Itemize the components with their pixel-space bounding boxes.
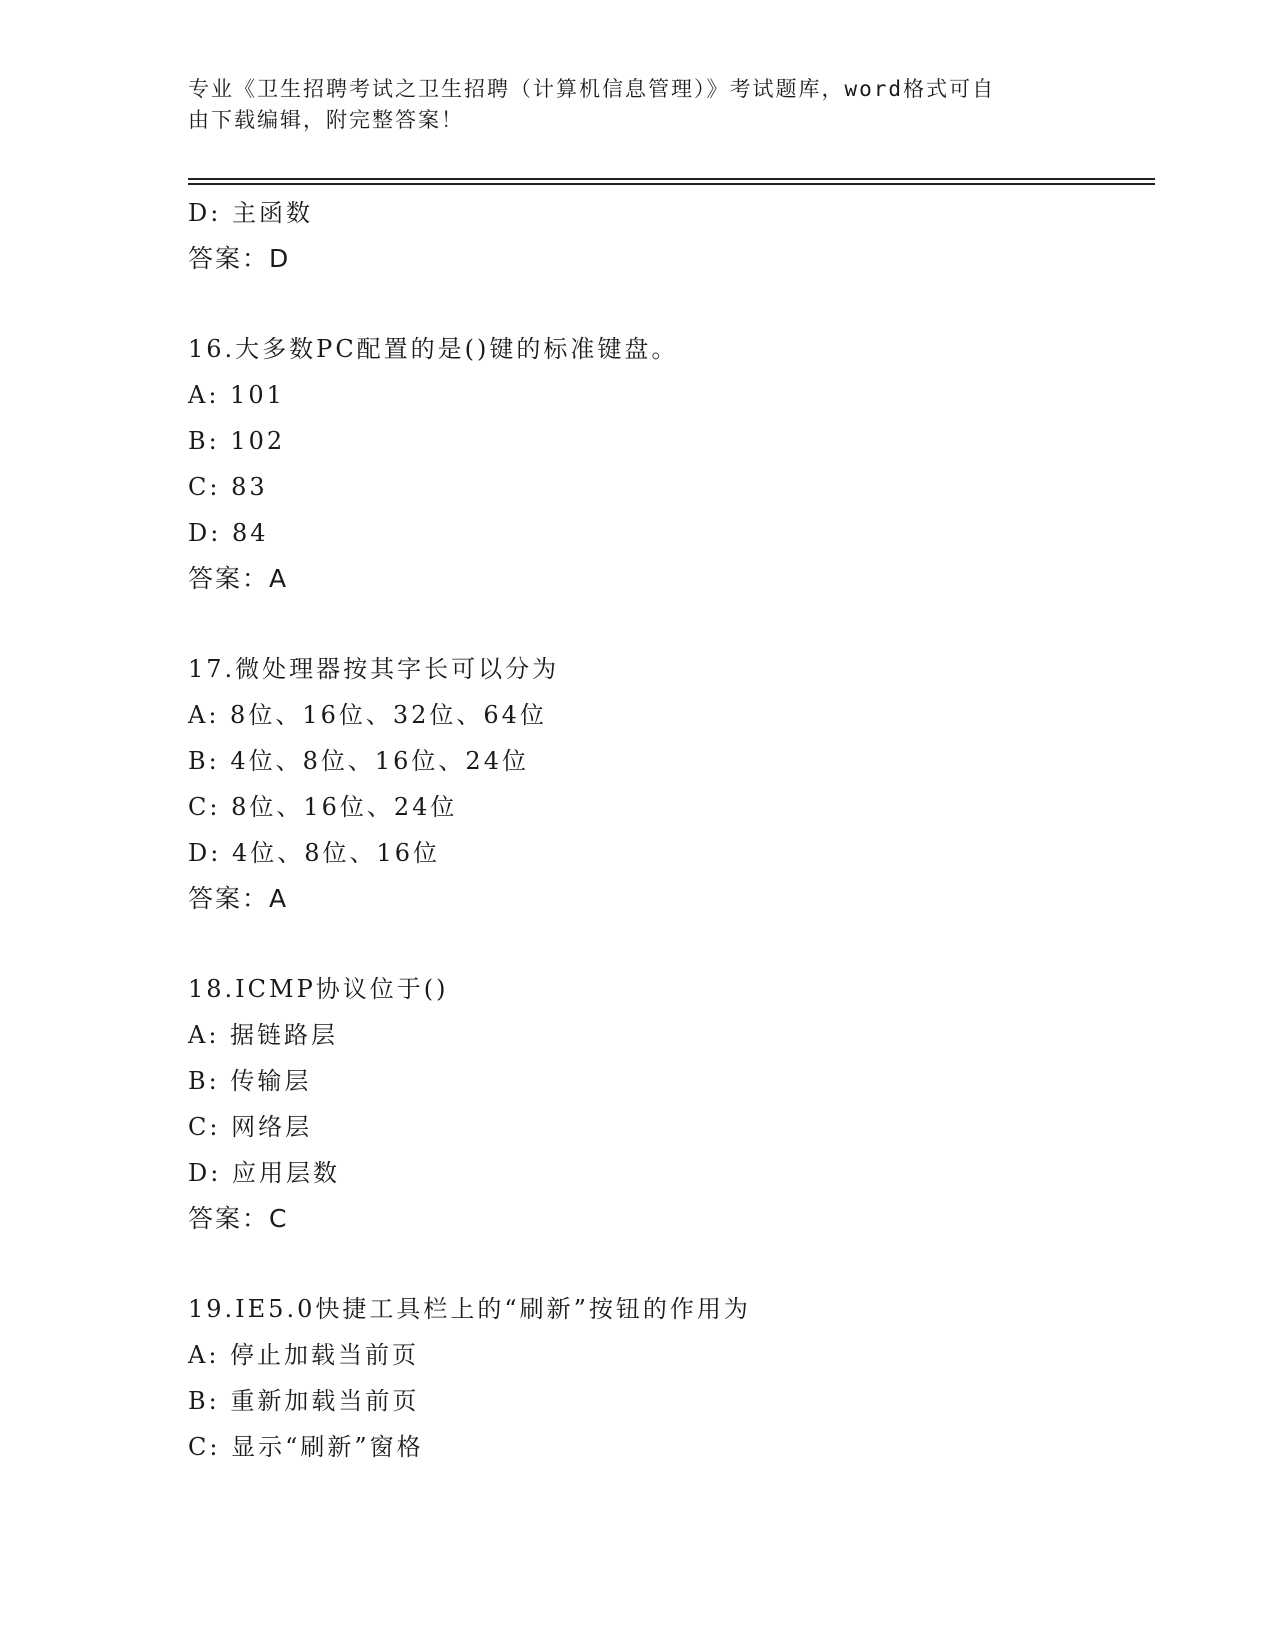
option-b: B: 102 bbox=[188, 427, 286, 455]
option-a: A: 停止加载当前页 bbox=[188, 1341, 420, 1369]
option-a: A: 101 bbox=[188, 381, 285, 409]
option-d: D: 主函数 bbox=[188, 199, 313, 227]
option-b: B: 传输层 bbox=[188, 1067, 312, 1095]
question-text: 16.大多数PC配置的是()键的标准键盘。 bbox=[188, 335, 679, 363]
question-17 bbox=[188, 646, 1148, 922]
option-c: C: 8位、16位、24位 bbox=[188, 793, 458, 821]
header-divider-top bbox=[188, 178, 1155, 180]
option-a: A: 8位、16位、32位、64位 bbox=[188, 701, 547, 729]
option-a: A: 据链路层 bbox=[188, 1021, 339, 1049]
question-16 bbox=[188, 326, 1148, 602]
header-line-1: 专业《卫生招聘考试之卫生招聘（计算机信息管理）》考试题库，word格式可自 bbox=[188, 77, 996, 101]
header-divider-bottom bbox=[188, 183, 1155, 185]
document-body bbox=[188, 190, 1148, 1470]
option-b: B: 重新加载当前页 bbox=[188, 1387, 420, 1415]
document-header bbox=[188, 74, 1088, 136]
option-c: C: 83 bbox=[188, 473, 268, 501]
option-c: C: 网络层 bbox=[188, 1113, 313, 1141]
option-d: D: 应用层数 bbox=[188, 1159, 340, 1187]
question-text: 19.IE5.0快捷工具栏上的“刷新”按钮的作用为 bbox=[188, 1295, 751, 1323]
question-text: 18.ICMP协议位于() bbox=[188, 975, 449, 1003]
answer-label: 答案：D bbox=[188, 244, 291, 273]
answer-label: 答案：C bbox=[188, 1204, 289, 1233]
answer-label: 答案：A bbox=[188, 884, 289, 913]
option-c: C: 显示“刷新”窗格 bbox=[188, 1433, 424, 1461]
question-15-fragment bbox=[188, 190, 1148, 282]
header-line-2: 由下载编辑，附完整答案！ bbox=[188, 108, 464, 132]
question-text: 17.微处理器按其字长可以分为 bbox=[188, 655, 560, 683]
option-b: B: 4位、8位、16位、24位 bbox=[188, 747, 529, 775]
option-d: D: 4位、8位、16位 bbox=[188, 839, 441, 867]
question-19 bbox=[188, 1286, 1148, 1470]
option-d: D: 84 bbox=[188, 519, 269, 547]
answer-label: 答案：A bbox=[188, 564, 289, 593]
question-18 bbox=[188, 966, 1148, 1242]
